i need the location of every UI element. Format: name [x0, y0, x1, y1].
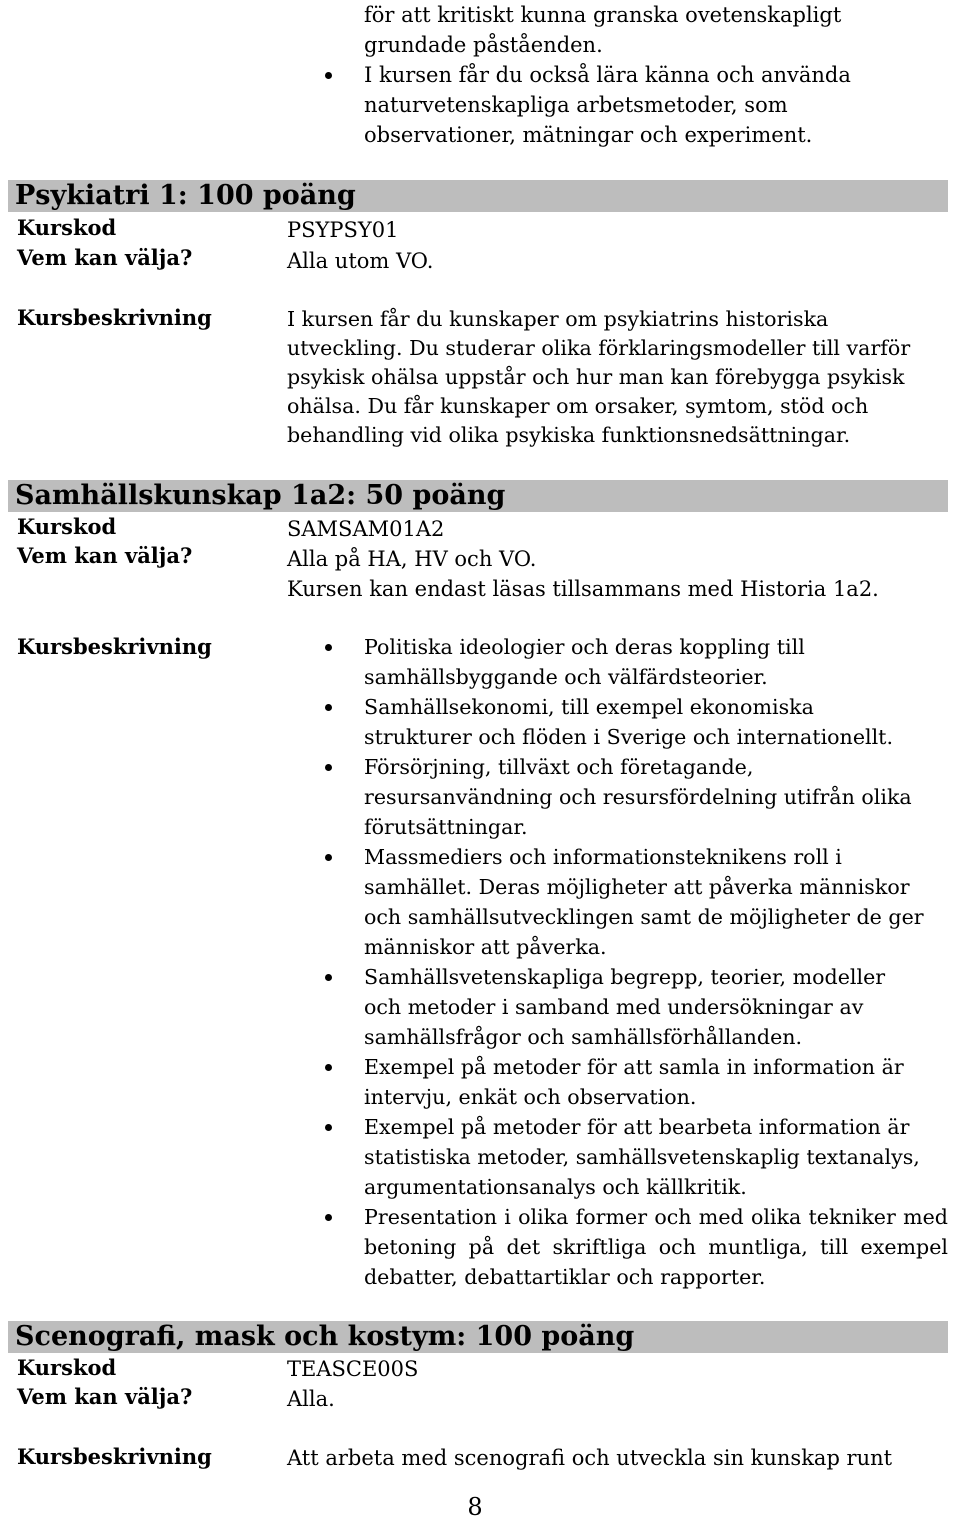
course-title: Psykiatri 1: 100 poäng [15, 180, 356, 211]
course-title: Scenografi, mask och kostym: 100 poäng [15, 1321, 635, 1352]
list-item: Samhällsvetenskapliga begrepp, teorier, modeller och metoder i samband med undersökningar av samhällsfrågor och samhällsförhållanden. [318, 962, 904, 1052]
intro-continuation: för att kritiskt kunna granska ovetenskapligt grundade påståenden. [364, 3, 842, 57]
list-item: Politiska ideologier och deras koppling till samhällsbyggande och välfärdsteorier. [318, 632, 844, 692]
course-code-value: PSYPSY01 [287, 218, 399, 242]
who-can-choose-value: Alla på HA, HV och VO. [287, 547, 537, 571]
who-can-choose-label: Vem kan välja? [17, 543, 193, 568]
who-can-choose-value: Alla. [287, 1387, 335, 1411]
list-item: Presentation i olika former och med olika tekniker med betoning på det skriftliga och muntliga, till exempel debatter, debattartiklar och rapporter. [318, 1202, 948, 1292]
course-description: Att arbeta med scenografi och utveckla sin kunskap runt [287, 1446, 893, 1470]
course-note: Kursen kan endast läsas tillsammans med Historia 1a2. [287, 577, 879, 601]
course-code-value: SAMSAM01A2 [287, 517, 445, 541]
course-code-label: Kurskod [17, 215, 117, 240]
list-item: Samhällsekonomi, till exempel ekonomiska strukturer och flöden i Sverige och internationellt. [318, 692, 924, 752]
course-code-label: Kurskod [17, 514, 117, 539]
list-item: Massmediers och informationsteknikens roll i samhället. Deras möjligheter att påverka människor och samhällsutvecklingen samt de möjligheter de ger människor att påverka. [318, 842, 924, 962]
course-description: I kursen får du kunskaper om psykiatrins historiska utveckling. Du studerar olika förklaringsmodeller till varför psykisk ohälsa uppstår och hur man kan förebygga psykisk ohälsa. Du får kunskaper om orsaker, symtom, stöd och behandling vid olika psykiska funktionsnedsättningar. [287, 307, 911, 447]
list-item: Exempel på metoder för att samla in information är intervju, enkät och observation. [318, 1052, 924, 1112]
course-code-value: TEASCE00S [287, 1357, 419, 1381]
description-label: Kursbeskrivning [17, 634, 212, 659]
list-item: Exempel på metoder för att bearbeta information är statistiska metoder, samhällsvetenskaplig textanalys, argumentationsanalys och källkritik. [318, 1112, 954, 1202]
who-can-choose-label: Vem kan välja? [17, 245, 193, 270]
description-label: Kursbeskrivning [17, 1444, 212, 1469]
list-item: Försörjning, tillväxt och företagande, resursanvändning och resursfördelning utifrån olika förutsättningar. [318, 752, 924, 842]
intro-bullet: I kursen får du också lära känna och använda naturvetenskapliga arbetsmetoder, som observationer, mätningar och experiment. [318, 60, 864, 150]
course-code-label: Kurskod [17, 1355, 117, 1380]
course-content-list [318, 632, 950, 1292]
course-title: Samhällskunskap 1a2: 50 poäng [15, 480, 506, 511]
who-can-choose-value: Alla utom VO. [287, 249, 434, 273]
who-can-choose-label: Vem kan välja? [17, 1384, 193, 1409]
page-number: 8 [467, 1493, 483, 1521]
intro-list [318, 0, 938, 150]
description-label: Kursbeskrivning [17, 305, 212, 330]
